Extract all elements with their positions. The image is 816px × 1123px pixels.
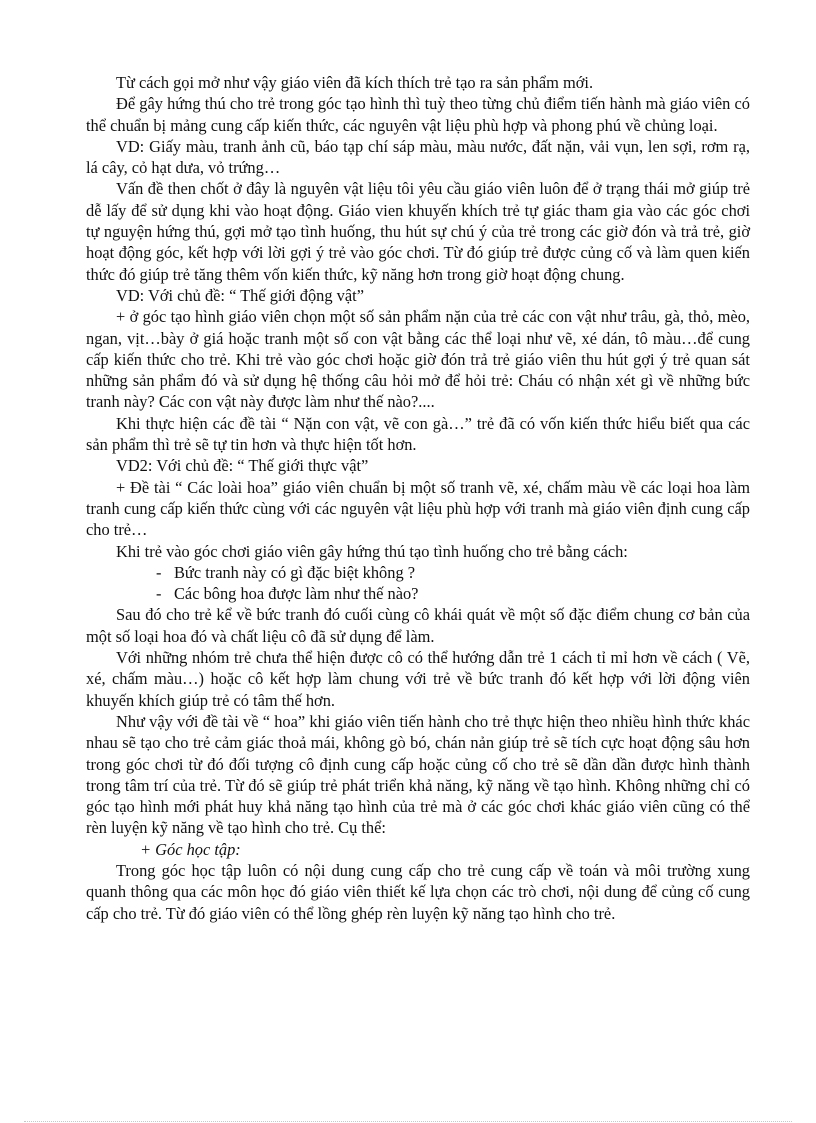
paragraph: Để gây hứng thú cho trẻ trong góc tạo hình thì tuỳ theo từng chủ điểm tiến hành mà giáo viên có thể chuẩn bị mảng cung cấp kiến thức, các nguyên vật liệu phù hợp và phong phú về chủng loại.	[86, 94, 750, 135]
paragraph: Với những nhóm trẻ chưa thể hiện được cô có thể hướng dẫn trẻ 1 cách tỉ mỉ hơn về cách ( Vẽ, xé, chấm màu…) hoặc cô kết hợp làm chung với trẻ về bức tranh đó kết hợp với lời động viên khuyến khích giúp trẻ có tâm thế hơn.	[86, 648, 750, 710]
document-page	[86, 72, 750, 924]
paragraph: Như vậy với đề tài về “ hoa” khi giáo viên tiến hành cho trẻ thực hiện theo nhiều hình thức khác nhau sẽ tạo cho trẻ cảm giác thoả mái, không gò bó, chán nản giúp trẻ sẽ tích cực hoạt động sâu hơn trong góc chơi từ đó đối tượng cô định cung cấp hoặc củng cố cho trẻ sẽ dần dần được hình thành trong tâm trí của trẻ. Từ đó sẽ giúp trẻ phát triển khả năng, kỹ năng về tạo hình. Không những chỉ có góc tạo hình mới phát huy khả năng tạo hình của trẻ mà ở các góc chơi khác giáo viên cũng có thể rèn luyện kỹ năng về tạo hình cho trẻ. Cụ thể:	[86, 711, 750, 838]
list-item	[86, 583, 750, 604]
subheading: + Góc học tập:	[140, 839, 241, 859]
paragraph: VD2: Với chủ đề: “ Thế giới thực vật”	[116, 456, 369, 476]
paragraph: Sau đó cho trẻ kể về bức tranh đó cuối cùng cô khái quát về một số đặc điểm chung cơ bản của một số loại hoa đó và chất liệu cô đã sử dụng để làm.	[86, 605, 750, 646]
paragraph: Khi trẻ vào góc chơi giáo viên gây hứng thú tạo tình huống cho trẻ bằng cách:	[116, 541, 628, 561]
list-item	[86, 562, 750, 583]
paragraph: Khi thực hiện các đề tài “ Nặn con vật, vẽ con gà…” trẻ đã có vốn kiến thức hiểu biết qua các sản phẩm thì trẻ sẽ tự tin hơn và thực hiện tốt hơn.	[86, 413, 750, 455]
paragraph: VD: Với chủ đề: “ Thế giới động vật”	[116, 285, 364, 305]
paragraph: Vấn đề then chốt ở đây là nguyên vật liệu tôi yêu cầu giáo viên luôn để ở trạng thái mở giúp trẻ dễ lấy để sử dụng khi vào hoạt động. Giáo vien khuyến khích trẻ tự giác tham gia vào các góc chơi tự nguyện hứng thú, gợi mở tạo tình huống, thu hút sự chú ý của trẻ trong các giờ đón và trả trẻ, giờ hoạt động góc, kết hợp với lời gợi ý trẻ vào góc chơi. Từ đó giúp trẻ được củng cố và làm quen kiến thức đó giúp trẻ tăng thêm vốn kiến thức, kỹ năng hơn trong giờ hoạt động chung.	[86, 179, 750, 284]
bullet-marker: -	[156, 562, 162, 582]
paragraph: Trong góc học tập luôn có nội dung cung cấp cho trẻ cung cấp về toán và môi trường xung quanh thông qua các môn học đó giáo viên thiết kế lựa chọn các trò chơi, nội dung để củng cố cung cấp cho trẻ. Từ đó giáo viên có thể lồng ghép rèn luyện kỹ năng tạo hình cho trẻ.	[86, 860, 750, 923]
paragraph: + ở góc tạo hình giáo viên chọn một số sản phẩm nặn của trẻ các con vật như trâu, gà, thỏ, mèo, ngan, vịt…bày ở giá hoặc tranh một số con vật bằng các thể loại như vẽ, xé dán, tô màu…để cung cấp kiến thức cho trẻ. Khi trẻ vào góc chơi hoặc giờ đón trả trẻ giáo viên thu hút gợi ý trẻ quan sát những sản phẩm đó và sử dụng hệ thống câu hỏi mở để hỏi trẻ: Cháu có nhận xét gì về những bức tranh này? Các con vật này được làm như thế nào?....	[86, 307, 750, 412]
paragraph: Từ cách gọi mở như vậy giáo viên đã kích thích trẻ tạo ra sản phẩm mới.	[116, 73, 594, 92]
paragraph: + Đề tài “ Các loài hoa” giáo viên chuẩn bị một số tranh vẽ, xé, chấm màu về các loại hoa làm tranh cung cấp kiến thức cùng với các nguyên vật liệu phù hợp với tranh mà giáo viên định cung cấp cho trẻ…	[86, 477, 750, 540]
list-item-text: Các bông hoa được làm như thế nào?	[174, 584, 419, 604]
page-bottom-divider	[24, 1121, 792, 1122]
bullet-marker: -	[156, 584, 162, 604]
list-item-text: Bức tranh này có gì đặc biệt không ?	[174, 562, 416, 582]
paragraph: VD: Giấy màu, tranh ảnh cũ, báo tạp chí sáp màu, màu nước, đất nặn, vải vụn, len sợi, rơm rạ, lá cây, cỏ hạt dưa, vỏ trứng…	[86, 136, 750, 178]
